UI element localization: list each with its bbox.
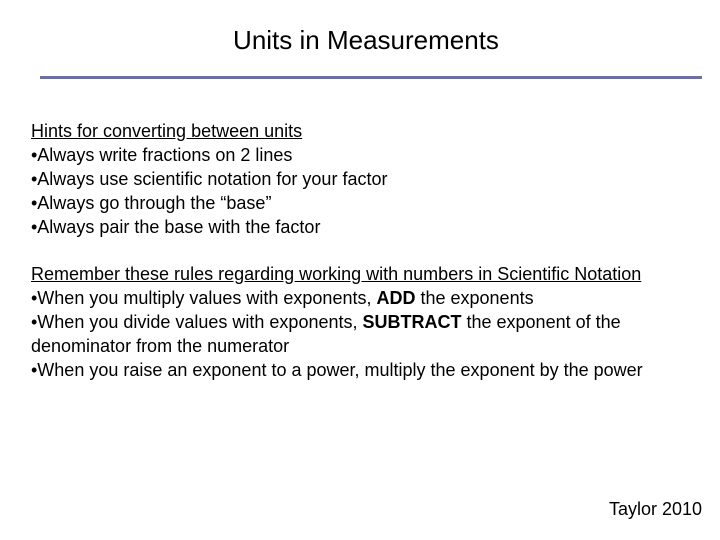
rule-text: the exponents (415, 288, 534, 308)
hints-section (31, 119, 703, 239)
slide-title: Units in Measurements (233, 25, 499, 55)
hint-item: •Always pair the base with the factor (31, 217, 321, 237)
rules-section (31, 262, 703, 382)
rule-item-divide (31, 310, 703, 358)
rule-item-multiply (31, 286, 703, 310)
rule-keyword: SUBTRACT (362, 312, 462, 332)
hint-item: •Always go through the “base” (31, 193, 272, 213)
rules-heading: Remember these rules regarding working with numbers in Scientific Notation (31, 264, 642, 284)
rule-text: the exponent of the denominator from the numerator (31, 312, 621, 356)
rule-keyword: ADD (376, 288, 416, 308)
rule-text: •When you multiply values with exponents, (31, 288, 377, 308)
footer-credit: Taylor 2010 (608, 499, 702, 519)
hint-item: •Always use scientific notation for your factor (31, 169, 388, 189)
rule-text: •When you divide values with exponents, (31, 312, 363, 332)
title-divider (40, 76, 702, 79)
rule-text: •When you raise an exponent to a power, multiply the exponent by the power (31, 360, 643, 380)
hints-heading: Hints for converting between units (31, 121, 303, 141)
hint-item: •Always write fractions on 2 lines (31, 145, 293, 165)
rule-item-power (31, 358, 703, 382)
